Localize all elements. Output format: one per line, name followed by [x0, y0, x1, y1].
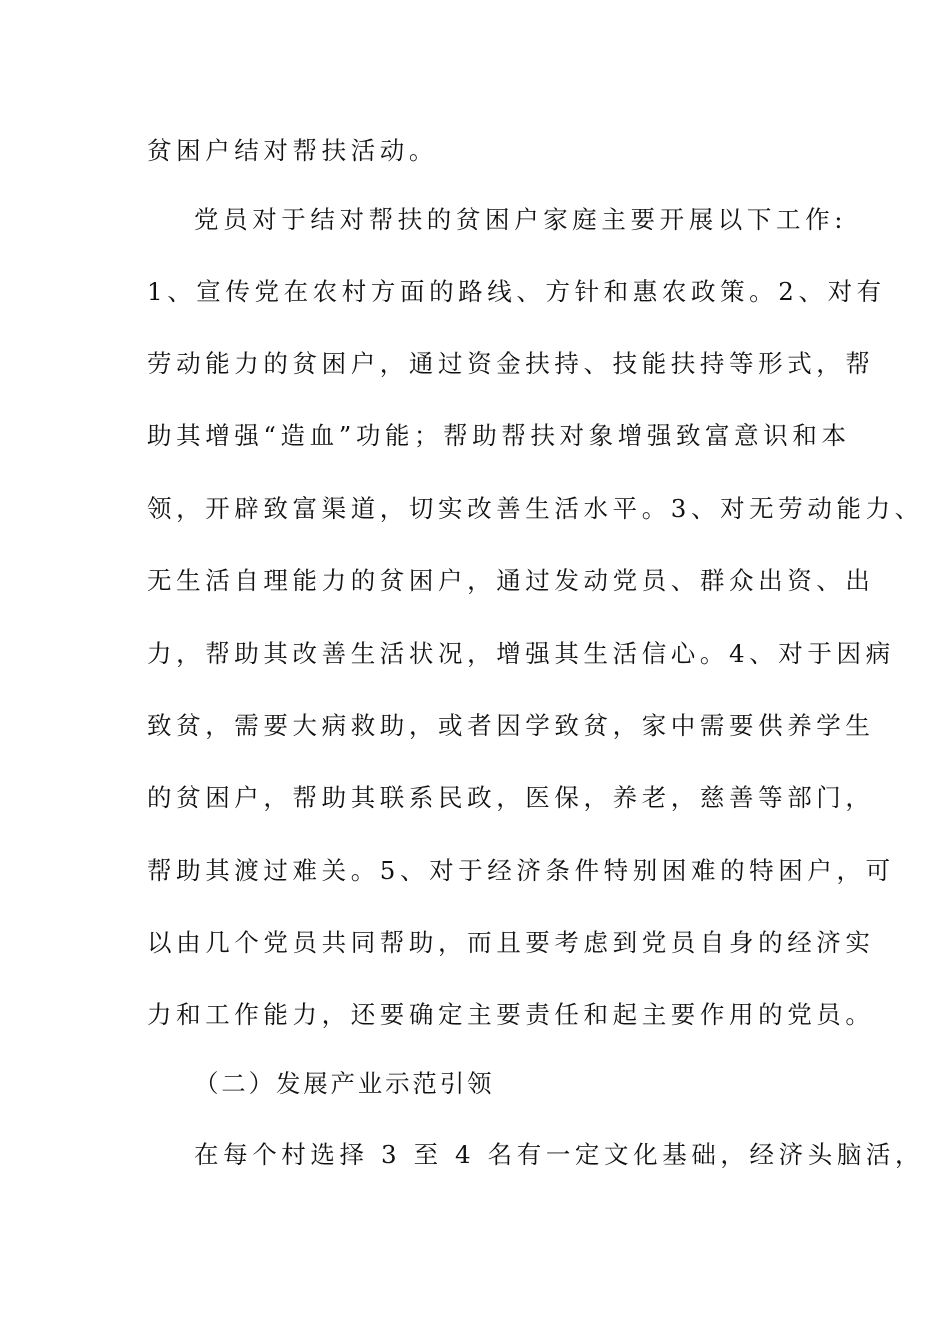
- paragraph-line: 以由几个党员共同帮助，而且要考虑到党员自身的经济实: [147, 928, 875, 957]
- paragraph-line: 致贫，需要大病救助，或者因学致贫，家中需要供养学生: [147, 711, 875, 740]
- paragraph-line: 党员对于结对帮扶的贫困户家庭主要开展以下工作:: [194, 205, 848, 234]
- paragraph-line: 力和工作能力，还要确定主要责任和起主要作用的党员。: [147, 1000, 875, 1029]
- paragraph-line: 劳动能力的贫困户，通过资金扶持、技能扶持等形式，帮: [147, 349, 875, 378]
- paragraph-line: 的贫困户，帮助其联系民政，医保，养老，慈善等部门，: [147, 783, 875, 812]
- paragraph-line: 贫困户结对帮扶活动。: [147, 136, 438, 165]
- paragraph-line: 在每个村选择 3 至 4 名有一定文化基础，经济头脑活，: [194, 1140, 925, 1169]
- paragraph-line: 帮助其渡过难关。5、对于经济条件特别困难的特困户，可: [147, 856, 895, 885]
- paragraph-line: 领，开辟致富渠道，切实改善生活水平。3、对无劳动能力、: [147, 494, 924, 523]
- paragraph-line: 1、宣传党在农村方面的路线、方针和惠农政策。2、对有: [147, 277, 886, 306]
- paragraph-line: 力，帮助其改善生活状况，增强其生活信心。4、对于因病: [147, 639, 895, 668]
- paragraph-line: 无生活自理能力的贫困户，通过发动党员、群众出资、出: [147, 566, 875, 595]
- paragraph-line: 助其增强“造血”功能；帮助帮扶对象增强致富意识和本: [147, 421, 851, 450]
- section-heading: （二）发展产业示范引领: [194, 1069, 495, 1098]
